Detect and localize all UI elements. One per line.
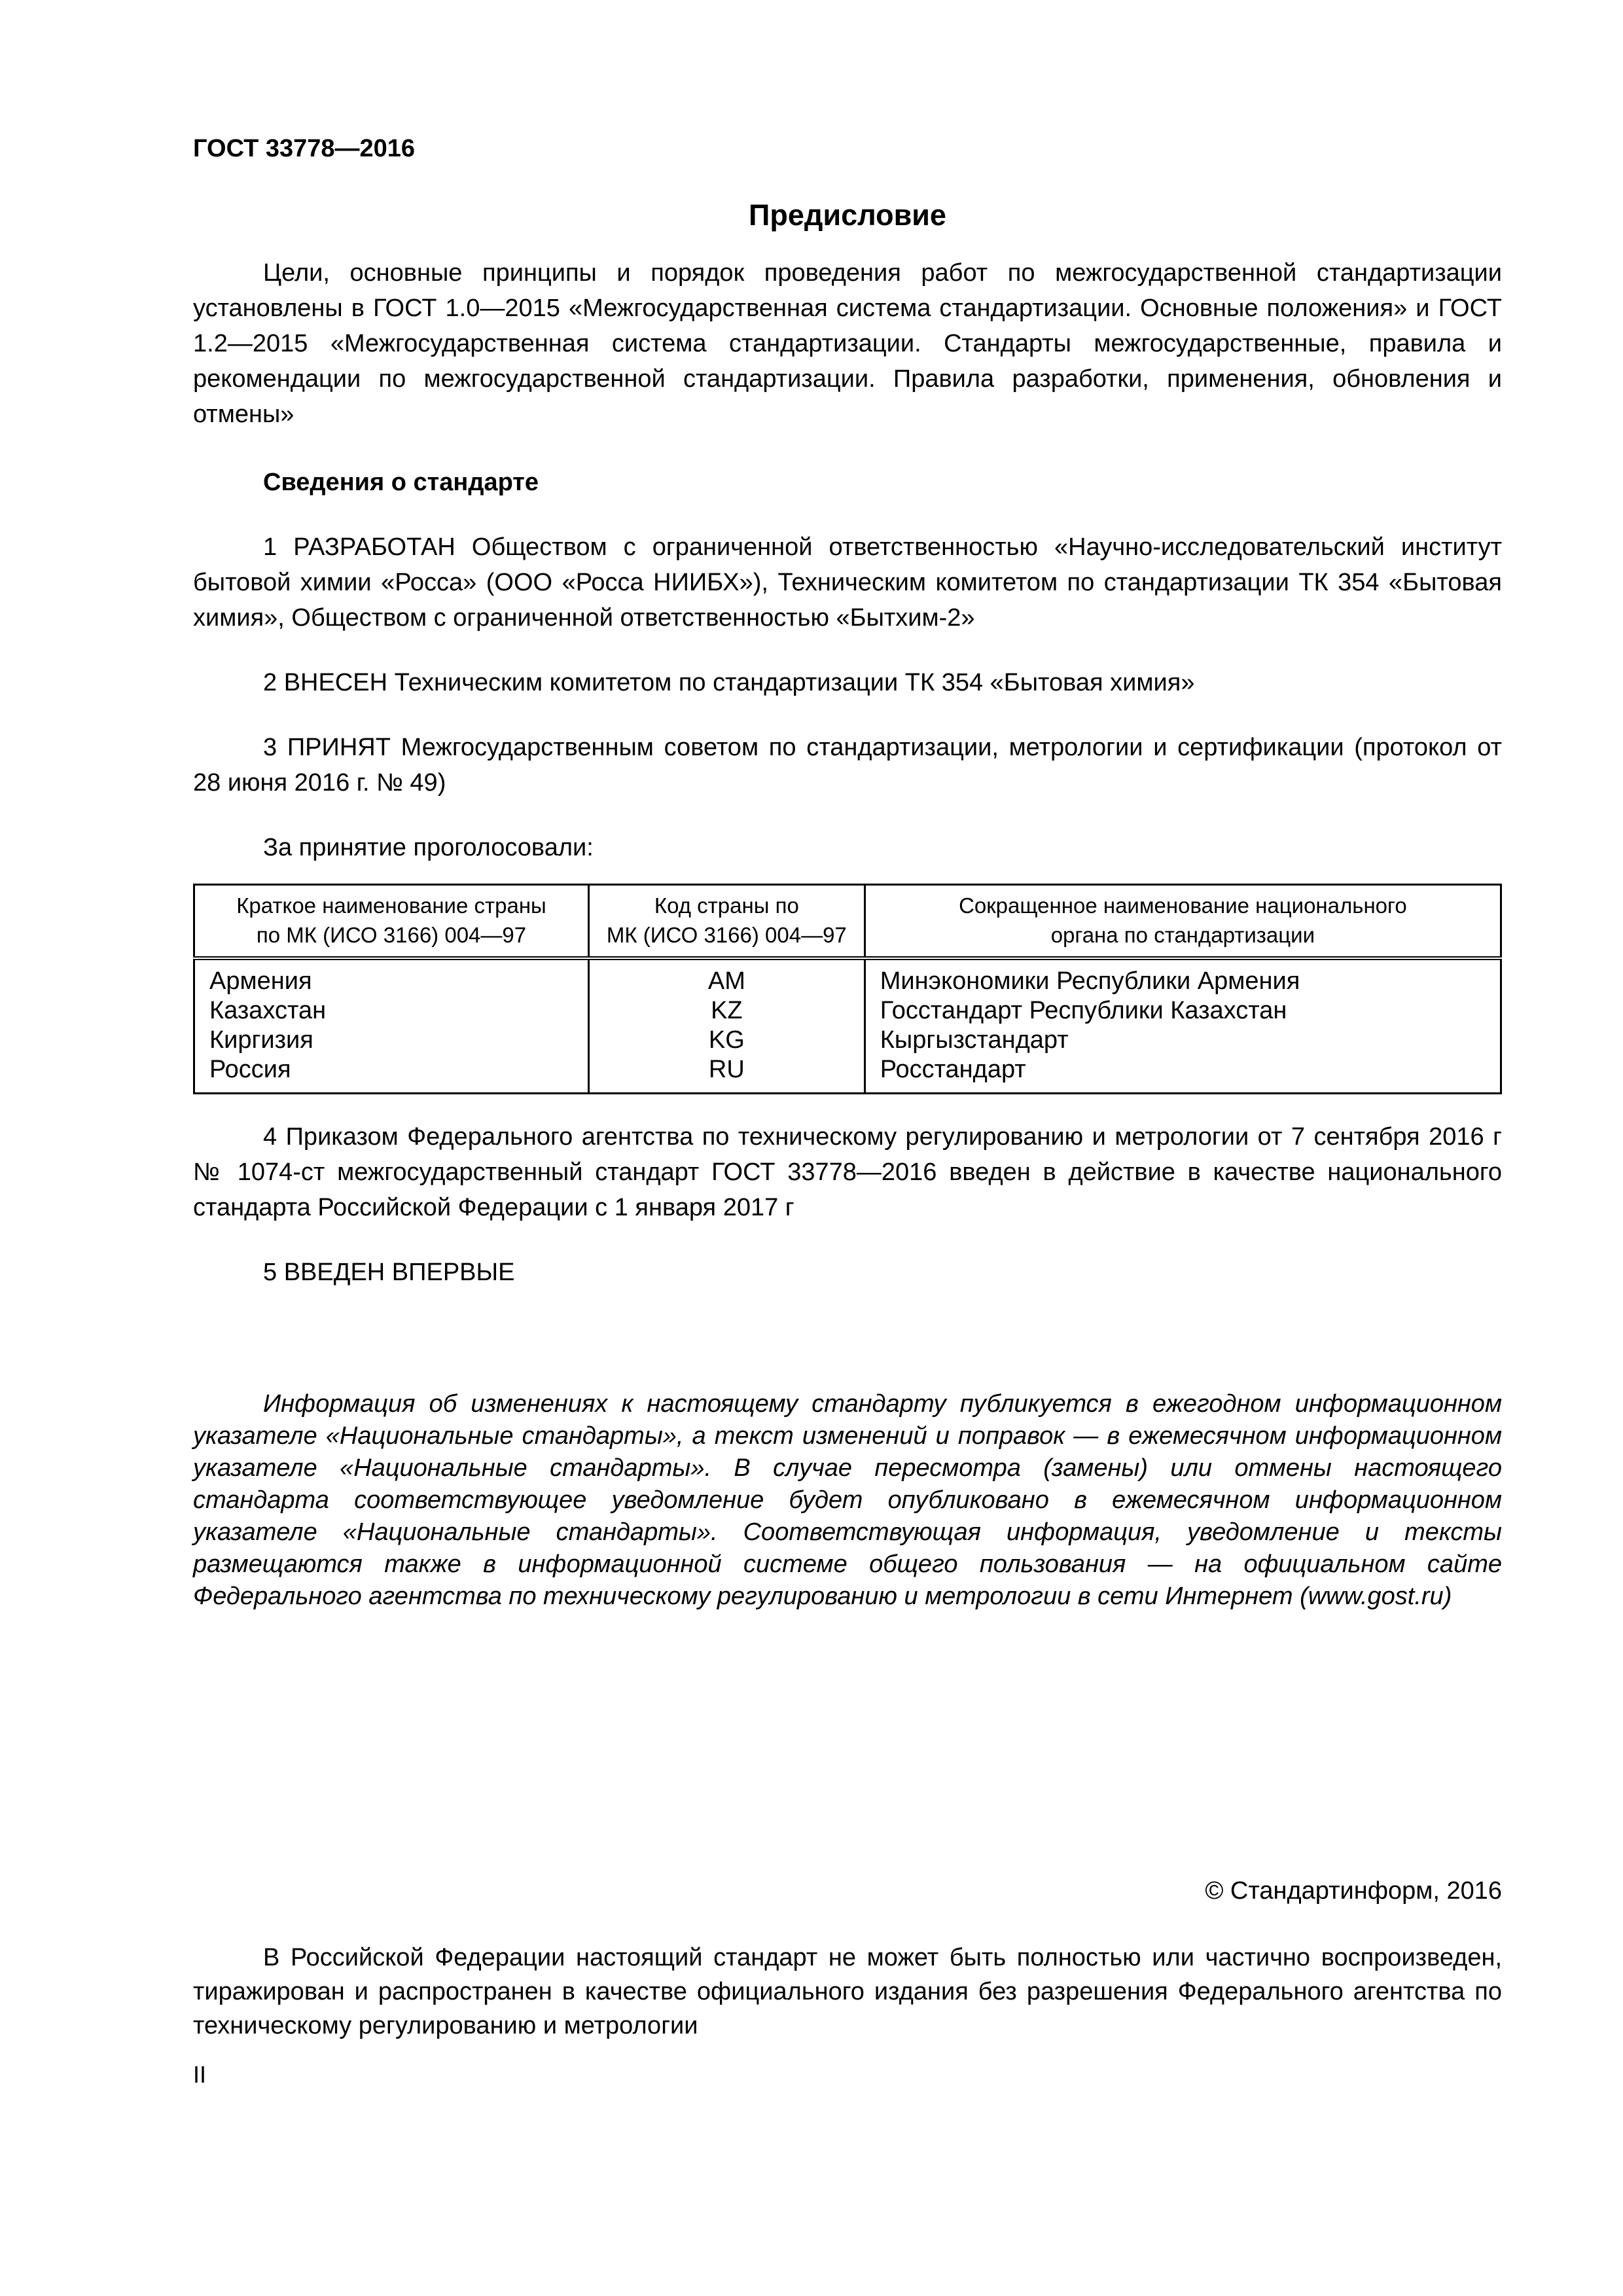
changes-info-notice: Информация об изменениях к настоящему стандарту публикуется в ежегодном информационном указателе «Национальные стандарты», а текст изменений и поправок — в ежемесячном информационном указателе «Национальные стандарты». В случае пересмотра (замены) или отмены настоящего стандарта соответствующее уведомление будет опубликовано в ежемесячном информационном указателе «Национальные стандарты». Соответствующая информация, уведомление и тексты размещаются также в информационной системе общего пользования — на официальном сайте Федерального агентства по техническому регулированию и метрологии в сети Интернет (www.gost.ru) [193,1390,1502,1610]
voting-table [193,884,1502,1094]
country-name: Армения [194,958,589,996]
country-name: Казахстан [194,996,589,1026]
spacer [193,636,1502,665]
page-title: Предисловие [749,198,946,232]
national-body: Госстандарт Республики Казахстан [865,996,1501,1026]
spacer [193,800,1502,830]
country-code: RU [588,1055,865,1094]
country-name: Россия [194,1055,589,1094]
table-row [194,1055,1501,1094]
page-content [193,131,1502,1613]
table-header-row [194,885,1501,959]
intro-paragraph: Цели, основные принципы и порядок проведения работ по межгосударственной стандартизации установлены в ГОСТ 1.0—2015 «Межгосударственная система стандартизации. Основные положения» и ГОСТ 1.2—2015 «Межгосударственная система стандартизации. Стандарты межгосударственные, правила и рекомендации по межгосударственной стандартизации. Правила разработки, применения, обновления и отмены» [193,259,1502,428]
header-national-body: Сокращенное наименование национального органа по стандартизации [865,885,1501,959]
national-body: Минэкономики Республики Армения [865,958,1501,996]
country-code: AM [588,958,865,996]
table-row [194,996,1501,1026]
rights-notice: В Российской Федерации настоящий стандарт не может быть полностью или частично воспроизведен, тиражирован и распространен в качестве официального издания без разрешения Федерального агентства по техническому регулированию и метрологии [193,1944,1502,2039]
national-body: Росстандарт [865,1055,1501,1094]
country-code: KZ [588,996,865,1026]
item-adopted: 3 ПРИНЯТ Межгосударственным советом по стандартизации, метрологии и сертификации (протокол от 28 июня 2016 г. № 49) [193,734,1502,797]
header-country-code: Код страны по МК (ИСО 3166) 004—97 [588,885,865,959]
header-country-name: Краткое наименование страны по МК (ИСО 3166) 004—97 [194,885,589,959]
country-code: KG [588,1026,865,1055]
vote-intro: За принятие проголосовали: [263,834,594,861]
item-introduced: 2 ВНЕСЕН Техническим комитетом по стандартизации ТК 354 «Бытовая химия» [263,669,1195,696]
copyright: © Стандартинформ, 2016 [1205,1877,1502,1905]
spacer [193,432,1502,465]
spacer [193,700,1502,730]
table-row [194,958,1501,996]
table-row [194,1026,1501,1055]
document-code: ГОСТ 33778—2016 [193,135,416,162]
country-name: Киргизия [194,1026,589,1055]
spacer [193,1225,1502,1255]
item-developed: 1 РАЗРАБОТАН Обществом с ограниченной ответственностью «Научно-исследовательский институт бытовой химии «Росса» (ООО «Росса НИИБХ»), Техническим комитетом по стандартизации ТК 354 «Бытовая химия», Обществом с ограниченной ответственностью «Бытхим-2» [193,533,1502,632]
page-number: II [193,2061,207,2088]
spacer [193,500,1502,529]
item-first-introduced: 5 ВВЕДЕН ВПЕРВЫЕ [263,1259,515,1286]
section-heading: Сведения о стандарте [263,469,539,496]
item-enacted: 4 Приказом Федерального агентства по техническому регулированию и метрологии от 7 сентября 2016 г № 1074-ст межгосударственный стандарт ГОСТ 33778—2016 введен в действие в качестве национального стандарта Российской Федерации с 1 января 2017 г [193,1123,1502,1221]
spacer [193,1290,1502,1388]
national-body: Кыргызстандарт [865,1026,1501,1055]
